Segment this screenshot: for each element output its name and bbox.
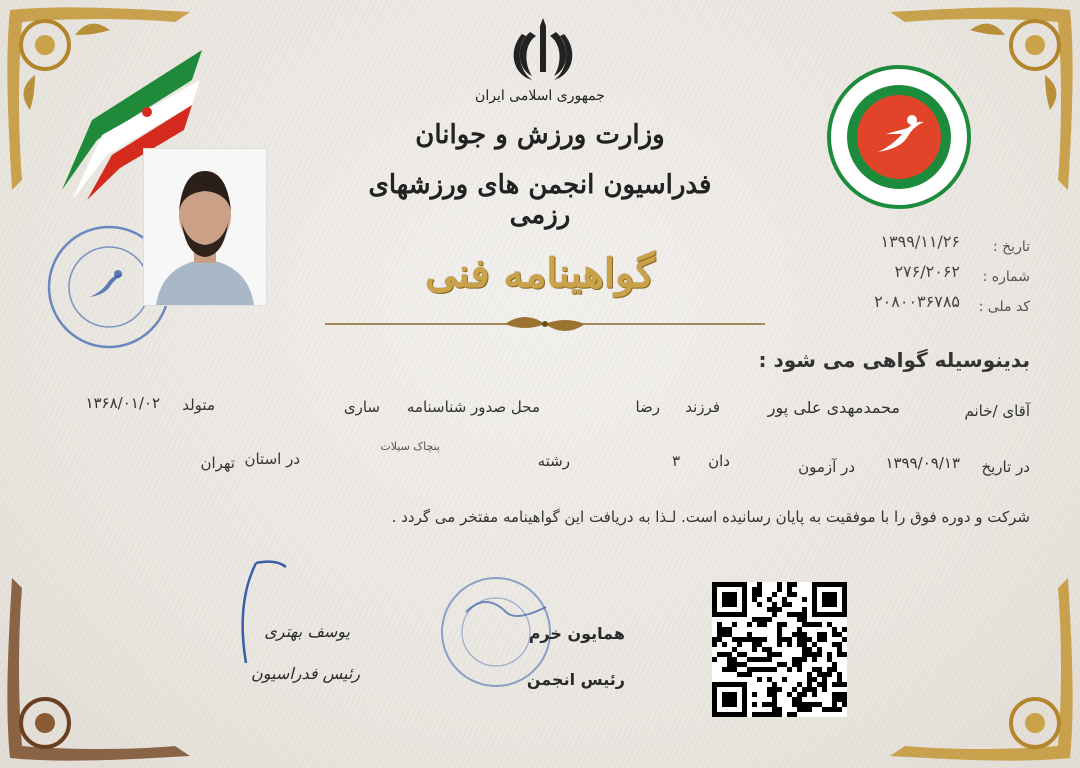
date-value: ۱۳۹۹/۱۱/۲۶	[880, 232, 960, 251]
ministry-name: وزارت ورزش و جوانان	[415, 120, 665, 150]
national-id-label-wrap	[962, 296, 1030, 315]
number-value: ۲۷۶/۲۰۶۲	[894, 262, 960, 281]
holder-photo	[143, 148, 267, 306]
intro-text: بدینوسیله گواهی می شود :	[758, 348, 1030, 372]
father-value: رضا	[635, 398, 660, 416]
issue-place-value: ساری	[343, 398, 380, 416]
dan-label: دان	[708, 452, 730, 470]
qr-code	[712, 582, 847, 717]
president-signature	[226, 555, 296, 675]
name-label: آقای /خانم	[964, 402, 1030, 420]
ornament-bottom-right	[880, 568, 1080, 768]
father-label: فرزند	[685, 398, 720, 416]
certificate-title: گواهینامه فنی	[425, 250, 655, 297]
born-value: ۱۳۶۸/۰۱/۰۲	[85, 394, 160, 412]
province-label: در استان	[244, 450, 300, 468]
issue-place-label: محل صدور شناسنامه	[406, 398, 540, 416]
province-value: تهران	[200, 454, 235, 472]
president-name: یوسف بهتری	[264, 622, 350, 641]
name-value: محمدمهدی علی پور	[767, 398, 900, 417]
ornament-bottom-left	[0, 568, 200, 768]
number-label-wrap	[962, 266, 1030, 285]
title-divider	[325, 312, 765, 336]
country-name: جمهوری اسلامی ایران	[475, 88, 605, 104]
national-id-label: کد ملی :	[978, 299, 1030, 315]
exam-date-value: ۱۳۹۹/۰۹/۱۳	[885, 454, 960, 472]
national-id-value: ۲۰۸۰۰۳۶۷۸۵	[874, 292, 960, 311]
exam-label: در آزمون	[798, 458, 855, 476]
field-label: رشته	[537, 452, 570, 470]
iran-emblem-icon	[508, 14, 578, 82]
head-name: همایون خرم	[528, 624, 625, 643]
federation-logo	[826, 64, 972, 210]
date-label-wrap	[962, 236, 1030, 255]
federation-name: فدراسیون انجمن های ورزشهای رزمی	[368, 170, 712, 230]
exam-date-label: در تاریخ	[981, 458, 1030, 476]
number-label: شماره :	[982, 269, 1030, 285]
date-label: تاریخ :	[992, 239, 1030, 255]
head-title: رئیس انجمن	[526, 670, 625, 689]
president-title: رئیس فدراسیون	[251, 664, 360, 683]
dan-value: ۳	[671, 452, 680, 470]
field-value: پنچاک سیلات	[380, 440, 440, 453]
born-label: متولد	[182, 396, 215, 414]
closing-text: شرکت و دوره فوق را با موفقیت به پایان رسانیده است. لـذا به دریافت این گواهینامه مفتخر می گردد .	[391, 508, 1030, 526]
